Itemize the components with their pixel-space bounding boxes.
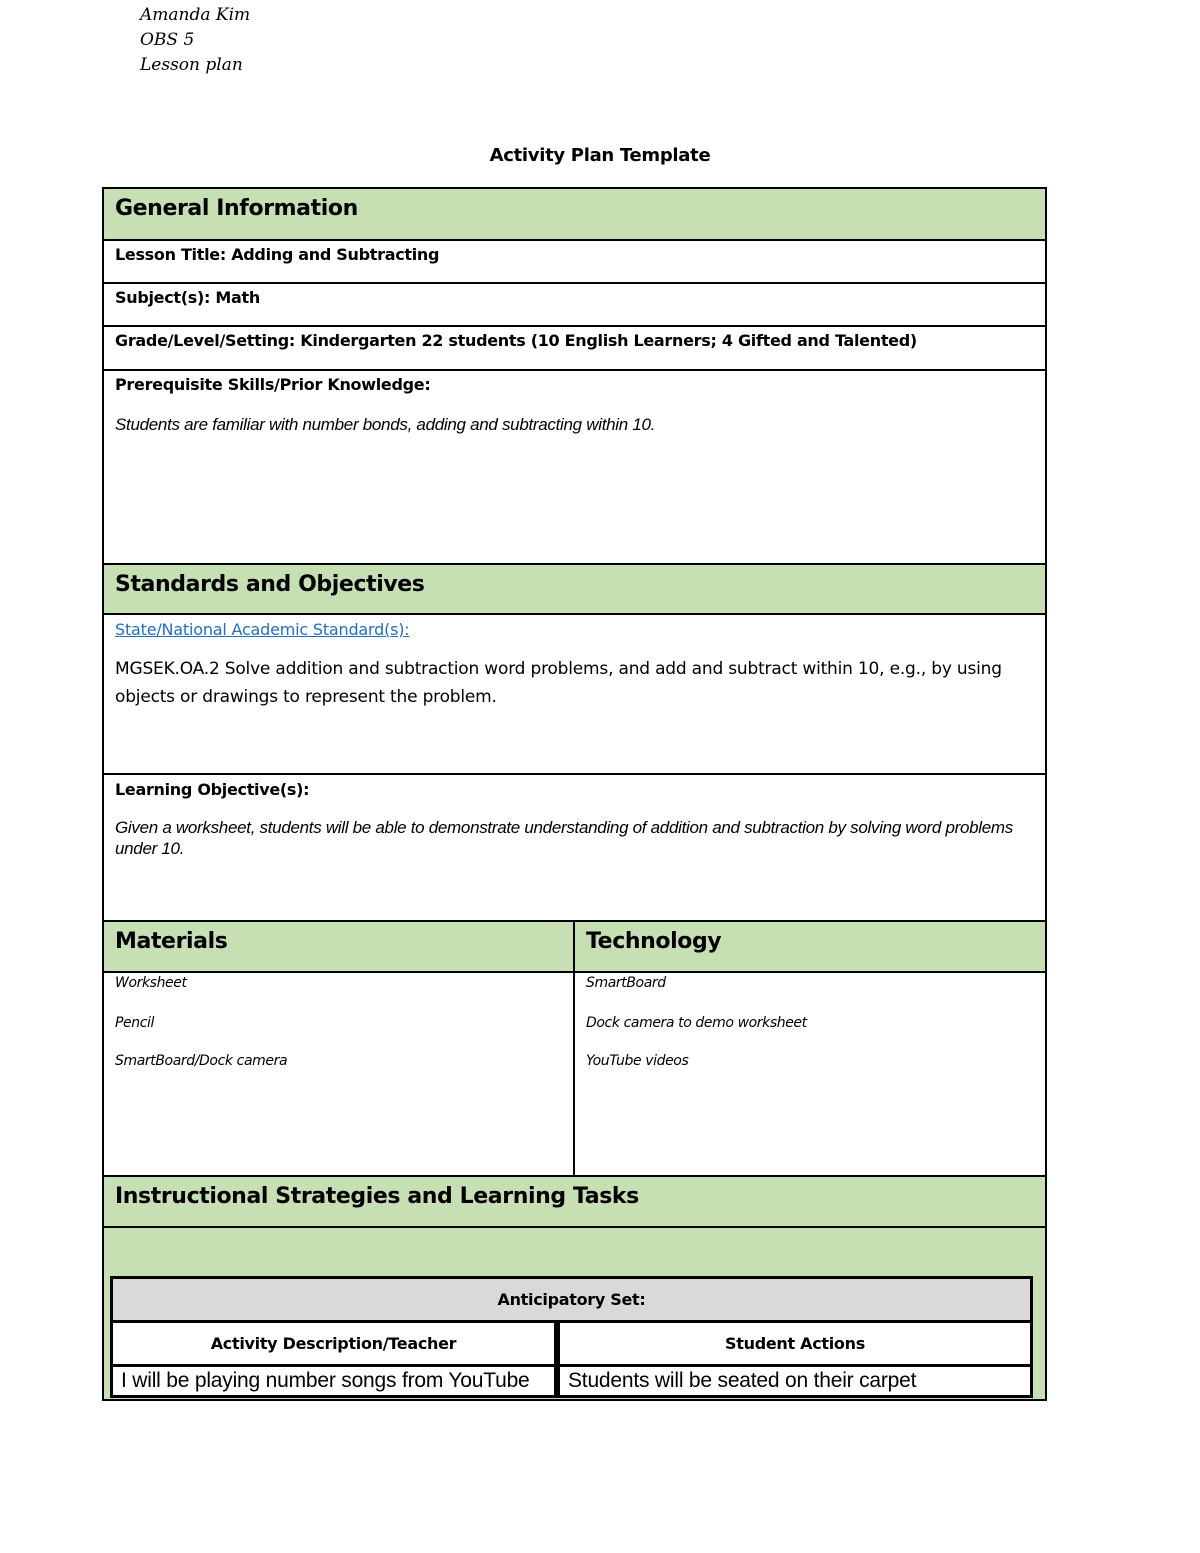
course-name: OBS 5 [140, 30, 195, 50]
column-header-row [113, 1323, 1030, 1367]
standards-header [104, 565, 1045, 615]
technology-heading: Technology [586, 929, 722, 954]
anticipatory-set-label: Anticipatory Set: [497, 1290, 646, 1309]
prereq-text: Students are familiar with number bonds, adding and subtracting within 10. [115, 415, 656, 434]
general-info-heading: General Information [115, 196, 358, 221]
subjects: Subject(s): Math [115, 288, 260, 307]
standard-text: MGSEK.OA.2 Solve addition and subtraction word problems, and add and subtract within 10, e.g., by using objects or drawings to represent the problem. [115, 659, 1002, 707]
materials-technology-row [104, 973, 1045, 1177]
objective-label: Learning Objective(s): [115, 780, 310, 799]
anticipatory-set-header [113, 1279, 1030, 1323]
document-type: Lesson plan [140, 55, 243, 75]
student-column-header: Student Actions [725, 1334, 865, 1353]
technology-item: Dock camera to demo worksheet [586, 1015, 807, 1031]
objective-text: Given a worksheet, students will be able to demonstrate understanding of addition and subtraction by solving word problems under 10. [115, 818, 1013, 858]
standards-heading: Standards and Objectives [115, 572, 425, 597]
materials-item: Worksheet [115, 975, 187, 991]
prereq-row [104, 371, 1045, 565]
grade-level-setting: Grade/Level/Setting: Kindergarten 22 students (10 English Learners; 4 Gifted and Talented) [115, 331, 917, 350]
strategies-header [104, 1177, 1045, 1228]
student-action: Students will be seated on their carpet [568, 1369, 917, 1392]
materials-item: Pencil [115, 1015, 155, 1031]
lesson-title-row [104, 241, 1045, 284]
anticipatory-set-table [110, 1276, 1033, 1398]
technology-item: YouTube videos [586, 1053, 689, 1069]
materials-list [104, 973, 575, 1175]
objective-row [104, 775, 1045, 922]
standards-link[interactable]: State/National Academic Standard(s): [115, 620, 410, 639]
teacher-column-header: Activity Description/Teacher [113, 1323, 560, 1364]
subjects-row [104, 284, 1045, 327]
materials-heading: Materials [115, 929, 228, 954]
prereq-label: Prerequisite Skills/Prior Knowledge: [115, 375, 431, 394]
standards-row [104, 615, 1045, 775]
general-info-header [104, 189, 1045, 241]
materials-item: SmartBoard/Dock camera [115, 1053, 288, 1069]
grade-row [104, 327, 1045, 371]
lesson-title: Lesson Title: Adding and Subtracting [115, 245, 440, 264]
author-name: Amanda Kim [140, 5, 251, 25]
materials-technology-header [104, 922, 1045, 973]
technology-item: SmartBoard [586, 975, 666, 991]
technology-list [575, 973, 1045, 1175]
activity-row [113, 1367, 1030, 1395]
activity-plan-table [102, 187, 1047, 1401]
strategies-heading: Instructional Strategies and Learning Tasks [115, 1184, 639, 1209]
document-title: Activity Plan Template [489, 145, 711, 166]
teacher-activity: I will be playing number songs from YouTube [113, 1367, 560, 1395]
author-header [140, 3, 250, 78]
